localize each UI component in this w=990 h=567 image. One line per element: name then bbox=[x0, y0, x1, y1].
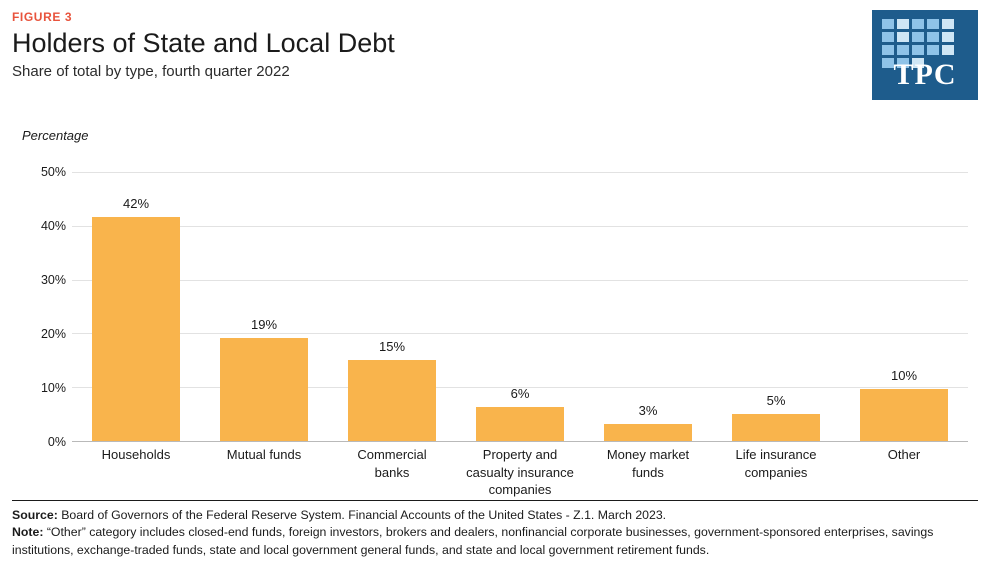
x-tick-label: Other bbox=[887, 447, 921, 462]
bar-value-label: 42% bbox=[122, 195, 150, 211]
bar-slot bbox=[328, 172, 456, 441]
tpc-logo bbox=[872, 10, 978, 100]
y-tick-label: 50% bbox=[40, 165, 66, 179]
bar-property-casualty-insurance bbox=[476, 386, 564, 441]
y-tick-label: 20% bbox=[40, 327, 66, 341]
x-tick-label: Property and casualty insurance companies bbox=[466, 447, 574, 498]
bar-chart bbox=[22, 162, 972, 498]
x-tick-label: Households bbox=[101, 447, 171, 462]
y-tick-label: 10% bbox=[40, 381, 66, 395]
bar-money-market-funds bbox=[604, 403, 692, 441]
logo-text: TPC bbox=[893, 58, 957, 91]
bar-slot bbox=[72, 172, 200, 441]
bar-value-label: 19% bbox=[250, 316, 278, 332]
page-title: Holders of State and Local Debt bbox=[12, 28, 395, 58]
bar-commercial-banks bbox=[348, 338, 436, 441]
x-axis-categories bbox=[72, 446, 968, 499]
bar-slot bbox=[584, 172, 712, 441]
bar-slot bbox=[200, 172, 328, 441]
x-tick-label: Life insurance companies bbox=[735, 447, 817, 480]
bar-life-insurance-companies bbox=[732, 393, 820, 441]
source-text: Board of Governors of the Federal Reserve System. Financial Accounts of the United States - Z.1. March 2023. bbox=[57, 507, 667, 522]
x-tick-label: Money market funds bbox=[606, 447, 690, 480]
bar-value-label: 3% bbox=[638, 403, 658, 419]
figure-label: FIGURE 3 bbox=[12, 10, 73, 24]
source-line bbox=[12, 507, 978, 524]
bar-slot bbox=[840, 172, 968, 441]
bar-value-label: 15% bbox=[378, 338, 406, 354]
bar-slot bbox=[456, 172, 584, 441]
bar-value-label: 10% bbox=[890, 367, 918, 383]
note-label: Note: bbox=[12, 525, 44, 540]
source-label: Source: bbox=[12, 507, 58, 522]
y-tick-label: 40% bbox=[40, 219, 66, 233]
bar-value-label: 6% bbox=[510, 386, 530, 402]
y-tick-label: 30% bbox=[40, 273, 66, 287]
page-subtitle: Share of total by type, fourth quarter 2022 bbox=[12, 63, 290, 81]
bar-households bbox=[92, 195, 180, 441]
note-line bbox=[12, 524, 978, 559]
x-tick-label: Mutual funds bbox=[226, 447, 302, 462]
bar-mutual-funds bbox=[220, 316, 308, 441]
y-tick-label: 0% bbox=[47, 435, 66, 449]
bars-container bbox=[72, 172, 968, 441]
x-tick-label: Commercial banks bbox=[357, 447, 427, 480]
bar-value-label: 5% bbox=[766, 393, 786, 409]
y-axis-label: Percentage bbox=[22, 128, 89, 143]
bar-slot bbox=[712, 172, 840, 441]
plot-area bbox=[72, 172, 968, 442]
note-text: “Other” category includes closed-end funds, foreign investors, brokers and dealers, nonfinancial corporate businesses, government-sponsored enterprises, savings institutions, exchange-traded funds, state and local government general funds, and state and local government retirement funds. bbox=[12, 525, 934, 557]
footer-notes bbox=[12, 500, 978, 559]
bar-other bbox=[860, 367, 948, 441]
header bbox=[12, 10, 862, 80]
